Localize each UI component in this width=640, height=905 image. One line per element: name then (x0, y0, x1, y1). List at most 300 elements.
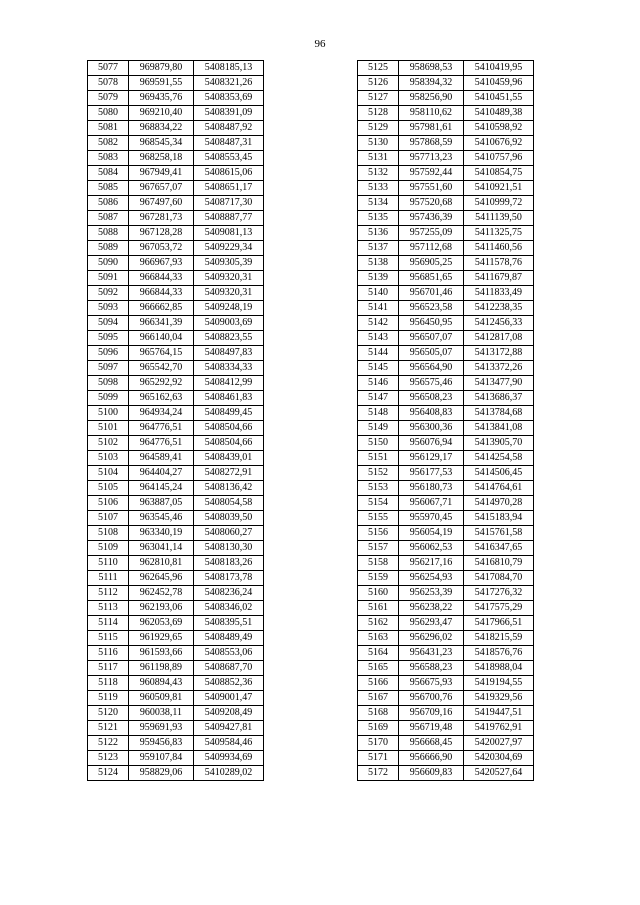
table-row (358, 106, 534, 121)
y-coordinate-cell: 5408497,83 (194, 346, 264, 361)
table-row (358, 346, 534, 361)
table-row (358, 316, 534, 331)
table-row (358, 376, 534, 391)
x-coordinate-cell: 955970,45 (399, 511, 464, 526)
x-coordinate-cell: 956408,83 (399, 406, 464, 421)
table-row (88, 526, 264, 541)
table-row (358, 706, 534, 721)
point-id-cell: 5123 (88, 751, 129, 766)
x-coordinate-cell: 962810,81 (129, 556, 194, 571)
point-id-cell: 5131 (358, 151, 399, 166)
y-coordinate-cell: 5417084,70 (464, 571, 534, 586)
point-id-cell: 5117 (88, 661, 129, 676)
y-coordinate-cell: 5419329,56 (464, 691, 534, 706)
y-coordinate-cell: 5408499,45 (194, 406, 264, 421)
x-coordinate-cell: 956709,16 (399, 706, 464, 721)
x-coordinate-cell: 963887,05 (129, 496, 194, 511)
y-coordinate-cell: 5409934,69 (194, 751, 264, 766)
table-row (358, 361, 534, 376)
point-id-cell: 5116 (88, 646, 129, 661)
x-coordinate-cell: 957981,61 (399, 121, 464, 136)
point-id-cell: 5159 (358, 571, 399, 586)
table-row (358, 136, 534, 151)
x-coordinate-cell: 956851,65 (399, 271, 464, 286)
y-coordinate-cell: 5408321,26 (194, 76, 264, 91)
table-row (358, 511, 534, 526)
y-coordinate-cell: 5409208,49 (194, 706, 264, 721)
table-row (358, 646, 534, 661)
x-coordinate-cell: 958110,62 (399, 106, 464, 121)
table-row (88, 631, 264, 646)
y-coordinate-cell: 5410289,02 (194, 766, 264, 781)
x-coordinate-cell: 957713,23 (399, 151, 464, 166)
point-id-cell: 5111 (88, 571, 129, 586)
table-row (358, 601, 534, 616)
y-coordinate-cell: 5410419,95 (464, 61, 534, 76)
point-id-cell: 5147 (358, 391, 399, 406)
point-id-cell: 5105 (88, 481, 129, 496)
point-id-cell: 5132 (358, 166, 399, 181)
x-coordinate-cell: 962193,06 (129, 601, 194, 616)
x-coordinate-cell: 958698,53 (399, 61, 464, 76)
y-coordinate-cell: 5418988,04 (464, 661, 534, 676)
y-coordinate-cell: 5419762,91 (464, 721, 534, 736)
point-id-cell: 5108 (88, 526, 129, 541)
x-coordinate-cell: 969435,76 (129, 91, 194, 106)
point-id-cell: 5120 (88, 706, 129, 721)
y-coordinate-cell: 5413905,70 (464, 436, 534, 451)
x-coordinate-cell: 956507,07 (399, 331, 464, 346)
point-id-cell: 5139 (358, 271, 399, 286)
point-id-cell: 5153 (358, 481, 399, 496)
x-coordinate-cell: 956129,17 (399, 451, 464, 466)
point-id-cell: 5157 (358, 541, 399, 556)
x-coordinate-cell: 958256,90 (399, 91, 464, 106)
x-coordinate-cell: 956505,07 (399, 346, 464, 361)
x-coordinate-cell: 958394,32 (399, 76, 464, 91)
point-id-cell: 5124 (88, 766, 129, 781)
x-coordinate-cell: 966967,93 (129, 256, 194, 271)
y-coordinate-cell: 5410854,75 (464, 166, 534, 181)
y-coordinate-cell: 5412238,35 (464, 301, 534, 316)
y-coordinate-cell: 5409229,34 (194, 241, 264, 256)
x-coordinate-cell: 956609,83 (399, 766, 464, 781)
point-id-cell: 5148 (358, 406, 399, 421)
y-coordinate-cell: 5409001,47 (194, 691, 264, 706)
x-coordinate-cell: 960894,43 (129, 676, 194, 691)
point-id-cell: 5165 (358, 661, 399, 676)
y-coordinate-cell: 5408553,45 (194, 151, 264, 166)
table-row (88, 241, 264, 256)
x-coordinate-cell: 969879,80 (129, 61, 194, 76)
y-coordinate-cell: 5410999,72 (464, 196, 534, 211)
y-coordinate-cell: 5420304,69 (464, 751, 534, 766)
table-row (88, 661, 264, 676)
table-row (88, 571, 264, 586)
x-coordinate-cell: 956253,39 (399, 586, 464, 601)
y-coordinate-cell: 5408395,51 (194, 616, 264, 631)
point-id-cell: 5146 (358, 376, 399, 391)
x-coordinate-cell: 959691,93 (129, 721, 194, 736)
table-row (358, 286, 534, 301)
table-row (358, 421, 534, 436)
x-coordinate-cell: 956564,90 (399, 361, 464, 376)
y-coordinate-cell: 5411833,49 (464, 286, 534, 301)
table-row (88, 436, 264, 451)
x-coordinate-cell: 967497,60 (129, 196, 194, 211)
x-coordinate-cell: 964589,41 (129, 451, 194, 466)
point-id-cell: 5164 (358, 646, 399, 661)
point-id-cell: 5107 (88, 511, 129, 526)
point-id-cell: 5088 (88, 226, 129, 241)
x-coordinate-cell: 960509,81 (129, 691, 194, 706)
y-coordinate-cell: 5409081,13 (194, 226, 264, 241)
y-coordinate-cell: 5412456,33 (464, 316, 534, 331)
point-id-cell: 5080 (88, 106, 129, 121)
x-coordinate-cell: 961198,89 (129, 661, 194, 676)
point-id-cell: 5092 (88, 286, 129, 301)
y-coordinate-cell: 5420527,64 (464, 766, 534, 781)
x-coordinate-cell: 969210,40 (129, 106, 194, 121)
y-coordinate-cell: 5408852,36 (194, 676, 264, 691)
point-id-cell: 5095 (88, 331, 129, 346)
x-coordinate-cell: 967053,72 (129, 241, 194, 256)
point-id-cell: 5172 (358, 766, 399, 781)
y-coordinate-cell: 5408687,70 (194, 661, 264, 676)
x-coordinate-cell: 956666,90 (399, 751, 464, 766)
point-id-cell: 5154 (358, 496, 399, 511)
point-id-cell: 5141 (358, 301, 399, 316)
coordinate-table-left (87, 60, 264, 781)
y-coordinate-cell: 5408412,99 (194, 376, 264, 391)
x-coordinate-cell: 965162,63 (129, 391, 194, 406)
table-row (88, 736, 264, 751)
table-row (358, 571, 534, 586)
table-row (358, 481, 534, 496)
y-coordinate-cell: 5408183,26 (194, 556, 264, 571)
y-coordinate-cell: 5413841,08 (464, 421, 534, 436)
coordinate-table-right (357, 60, 534, 781)
x-coordinate-cell: 968258,18 (129, 151, 194, 166)
y-coordinate-cell: 5418215,59 (464, 631, 534, 646)
point-id-cell: 5170 (358, 736, 399, 751)
x-coordinate-cell: 956668,45 (399, 736, 464, 751)
y-coordinate-cell: 5408353,69 (194, 91, 264, 106)
point-id-cell: 5127 (358, 91, 399, 106)
y-coordinate-cell: 5409003,69 (194, 316, 264, 331)
y-coordinate-cell: 5411139,50 (464, 211, 534, 226)
y-coordinate-cell: 5408461,83 (194, 391, 264, 406)
x-coordinate-cell: 956300,36 (399, 421, 464, 436)
y-coordinate-cell: 5410489,38 (464, 106, 534, 121)
table-row (358, 76, 534, 91)
table-row (358, 556, 534, 571)
table-row (88, 496, 264, 511)
point-id-cell: 5156 (358, 526, 399, 541)
y-coordinate-cell: 5411460,56 (464, 241, 534, 256)
x-coordinate-cell: 966140,04 (129, 331, 194, 346)
point-id-cell: 5097 (88, 361, 129, 376)
x-coordinate-cell: 964776,51 (129, 421, 194, 436)
table-row (88, 376, 264, 391)
point-id-cell: 5126 (358, 76, 399, 91)
table-row (358, 196, 534, 211)
x-coordinate-cell: 961929,65 (129, 631, 194, 646)
x-coordinate-cell: 956675,93 (399, 676, 464, 691)
x-coordinate-cell: 959456,83 (129, 736, 194, 751)
x-coordinate-cell: 967949,41 (129, 166, 194, 181)
table-row (88, 316, 264, 331)
table-row (88, 556, 264, 571)
point-id-cell: 5143 (358, 331, 399, 346)
table-row (88, 151, 264, 166)
x-coordinate-cell: 966844,33 (129, 271, 194, 286)
x-coordinate-cell: 957592,44 (399, 166, 464, 181)
page-number: 96 (314, 38, 326, 50)
point-id-cell: 5152 (358, 466, 399, 481)
y-coordinate-cell: 5408130,30 (194, 541, 264, 556)
point-id-cell: 5133 (358, 181, 399, 196)
table-row (88, 721, 264, 736)
table-row (358, 91, 534, 106)
table-row (88, 541, 264, 556)
x-coordinate-cell: 965542,70 (129, 361, 194, 376)
table-row (358, 661, 534, 676)
table-row (88, 121, 264, 136)
table-row (88, 601, 264, 616)
table-row (88, 226, 264, 241)
x-coordinate-cell: 956701,46 (399, 286, 464, 301)
x-coordinate-cell: 957255,09 (399, 226, 464, 241)
y-coordinate-cell: 5412817,08 (464, 331, 534, 346)
x-coordinate-cell: 956905,25 (399, 256, 464, 271)
x-coordinate-cell: 958829,06 (129, 766, 194, 781)
table-row (88, 421, 264, 436)
point-id-cell: 5128 (358, 106, 399, 121)
point-id-cell: 5086 (88, 196, 129, 211)
point-id-cell: 5150 (358, 436, 399, 451)
y-coordinate-cell: 5408553,06 (194, 646, 264, 661)
y-coordinate-cell: 5408334,33 (194, 361, 264, 376)
y-coordinate-cell: 5408391,09 (194, 106, 264, 121)
point-id-cell: 5102 (88, 436, 129, 451)
y-coordinate-cell: 5413784,68 (464, 406, 534, 421)
table-row (88, 301, 264, 316)
point-id-cell: 5079 (88, 91, 129, 106)
point-id-cell: 5093 (88, 301, 129, 316)
table-row (88, 136, 264, 151)
table-row (358, 751, 534, 766)
point-id-cell: 5110 (88, 556, 129, 571)
x-coordinate-cell: 967281,73 (129, 211, 194, 226)
point-id-cell: 5078 (88, 76, 129, 91)
y-coordinate-cell: 5419194,55 (464, 676, 534, 691)
table-row (358, 451, 534, 466)
point-id-cell: 5169 (358, 721, 399, 736)
point-id-cell: 5090 (88, 256, 129, 271)
x-coordinate-cell: 956700,76 (399, 691, 464, 706)
y-coordinate-cell: 5410598,92 (464, 121, 534, 136)
x-coordinate-cell: 967657,07 (129, 181, 194, 196)
x-coordinate-cell: 962645,96 (129, 571, 194, 586)
table-row (88, 586, 264, 601)
point-id-cell: 5119 (88, 691, 129, 706)
point-id-cell: 5162 (358, 616, 399, 631)
table-row (358, 121, 534, 136)
x-coordinate-cell: 956177,53 (399, 466, 464, 481)
y-coordinate-cell: 5414506,45 (464, 466, 534, 481)
y-coordinate-cell: 5410676,92 (464, 136, 534, 151)
y-coordinate-cell: 5413477,90 (464, 376, 534, 391)
table-row (88, 331, 264, 346)
x-coordinate-cell: 966662,85 (129, 301, 194, 316)
table-row (88, 256, 264, 271)
table-row (358, 151, 534, 166)
x-coordinate-cell: 967128,28 (129, 226, 194, 241)
table-row (88, 406, 264, 421)
table-row (358, 166, 534, 181)
y-coordinate-cell: 5408054,58 (194, 496, 264, 511)
y-coordinate-cell: 5418576,76 (464, 646, 534, 661)
table-row (88, 76, 264, 91)
x-coordinate-cell: 957112,68 (399, 241, 464, 256)
point-id-cell: 5094 (88, 316, 129, 331)
y-coordinate-cell: 5415183,94 (464, 511, 534, 526)
point-id-cell: 5168 (358, 706, 399, 721)
y-coordinate-cell: 5414764,61 (464, 481, 534, 496)
point-id-cell: 5161 (358, 601, 399, 616)
point-id-cell: 5098 (88, 376, 129, 391)
x-coordinate-cell: 968545,34 (129, 136, 194, 151)
table-row (88, 91, 264, 106)
x-coordinate-cell: 960038,11 (129, 706, 194, 721)
table-row (358, 691, 534, 706)
x-coordinate-cell: 956254,93 (399, 571, 464, 586)
table-row (88, 616, 264, 631)
table-row (358, 721, 534, 736)
y-coordinate-cell: 5417276,32 (464, 586, 534, 601)
x-coordinate-cell: 963545,46 (129, 511, 194, 526)
point-id-cell: 5081 (88, 121, 129, 136)
x-coordinate-cell: 968834,22 (129, 121, 194, 136)
x-coordinate-cell: 956293,47 (399, 616, 464, 631)
x-coordinate-cell: 957520,68 (399, 196, 464, 211)
point-id-cell: 5158 (358, 556, 399, 571)
y-coordinate-cell: 5419447,51 (464, 706, 534, 721)
table-row (358, 496, 534, 511)
y-coordinate-cell: 5409248,19 (194, 301, 264, 316)
x-coordinate-cell: 966844,33 (129, 286, 194, 301)
y-coordinate-cell: 5410451,55 (464, 91, 534, 106)
table-row (88, 166, 264, 181)
table-row (358, 616, 534, 631)
table-row (358, 391, 534, 406)
x-coordinate-cell: 966341,39 (129, 316, 194, 331)
x-coordinate-cell: 965292,92 (129, 376, 194, 391)
point-id-cell: 5112 (88, 586, 129, 601)
point-id-cell: 5099 (88, 391, 129, 406)
point-id-cell: 5121 (88, 721, 129, 736)
table-row (358, 301, 534, 316)
table-row (88, 61, 264, 76)
y-coordinate-cell: 5417966,51 (464, 616, 534, 631)
y-coordinate-cell: 5408236,24 (194, 586, 264, 601)
table-row (88, 511, 264, 526)
x-coordinate-cell: 956180,73 (399, 481, 464, 496)
y-coordinate-cell: 5420027,97 (464, 736, 534, 751)
x-coordinate-cell: 963041,14 (129, 541, 194, 556)
table-row (88, 271, 264, 286)
table-row (358, 766, 534, 781)
point-id-cell: 5082 (88, 136, 129, 151)
x-coordinate-cell: 965764,15 (129, 346, 194, 361)
point-id-cell: 5155 (358, 511, 399, 526)
x-coordinate-cell: 956062,53 (399, 541, 464, 556)
point-id-cell: 5101 (88, 421, 129, 436)
point-id-cell: 5113 (88, 601, 129, 616)
y-coordinate-cell: 5408504,66 (194, 421, 264, 436)
y-coordinate-cell: 5408039,50 (194, 511, 264, 526)
y-coordinate-cell: 5409305,39 (194, 256, 264, 271)
x-coordinate-cell: 957868,59 (399, 136, 464, 151)
y-coordinate-cell: 5411325,75 (464, 226, 534, 241)
y-coordinate-cell: 5414970,28 (464, 496, 534, 511)
y-coordinate-cell: 5408489,49 (194, 631, 264, 646)
x-coordinate-cell: 956238,22 (399, 601, 464, 616)
point-id-cell: 5106 (88, 496, 129, 511)
table-row (358, 406, 534, 421)
x-coordinate-cell: 956588,23 (399, 661, 464, 676)
x-coordinate-cell: 969591,55 (129, 76, 194, 91)
table-row (358, 676, 534, 691)
point-id-cell: 5144 (358, 346, 399, 361)
point-id-cell: 5163 (358, 631, 399, 646)
y-coordinate-cell: 5416810,79 (464, 556, 534, 571)
x-coordinate-cell: 956450,95 (399, 316, 464, 331)
table-row (88, 106, 264, 121)
point-id-cell: 5171 (358, 751, 399, 766)
table-row (88, 751, 264, 766)
y-coordinate-cell: 5413172,88 (464, 346, 534, 361)
point-id-cell: 5145 (358, 361, 399, 376)
point-id-cell: 5142 (358, 316, 399, 331)
x-coordinate-cell: 957551,60 (399, 181, 464, 196)
x-coordinate-cell: 956217,16 (399, 556, 464, 571)
point-id-cell: 5104 (88, 466, 129, 481)
x-coordinate-cell: 961593,66 (129, 646, 194, 661)
point-id-cell: 5096 (88, 346, 129, 361)
point-id-cell: 5160 (358, 586, 399, 601)
point-id-cell: 5083 (88, 151, 129, 166)
y-coordinate-cell: 5417575,29 (464, 601, 534, 616)
table-row (88, 676, 264, 691)
table-row (358, 61, 534, 76)
table-row (358, 436, 534, 451)
point-id-cell: 5166 (358, 676, 399, 691)
y-coordinate-cell: 5408887,77 (194, 211, 264, 226)
x-coordinate-cell: 956431,23 (399, 646, 464, 661)
table-row (358, 526, 534, 541)
point-id-cell: 5140 (358, 286, 399, 301)
y-coordinate-cell: 5408346,02 (194, 601, 264, 616)
table-row (358, 631, 534, 646)
table-row (88, 196, 264, 211)
y-coordinate-cell: 5408717,30 (194, 196, 264, 211)
table-row (88, 391, 264, 406)
point-id-cell: 5135 (358, 211, 399, 226)
table-row (358, 541, 534, 556)
x-coordinate-cell: 964934,24 (129, 406, 194, 421)
